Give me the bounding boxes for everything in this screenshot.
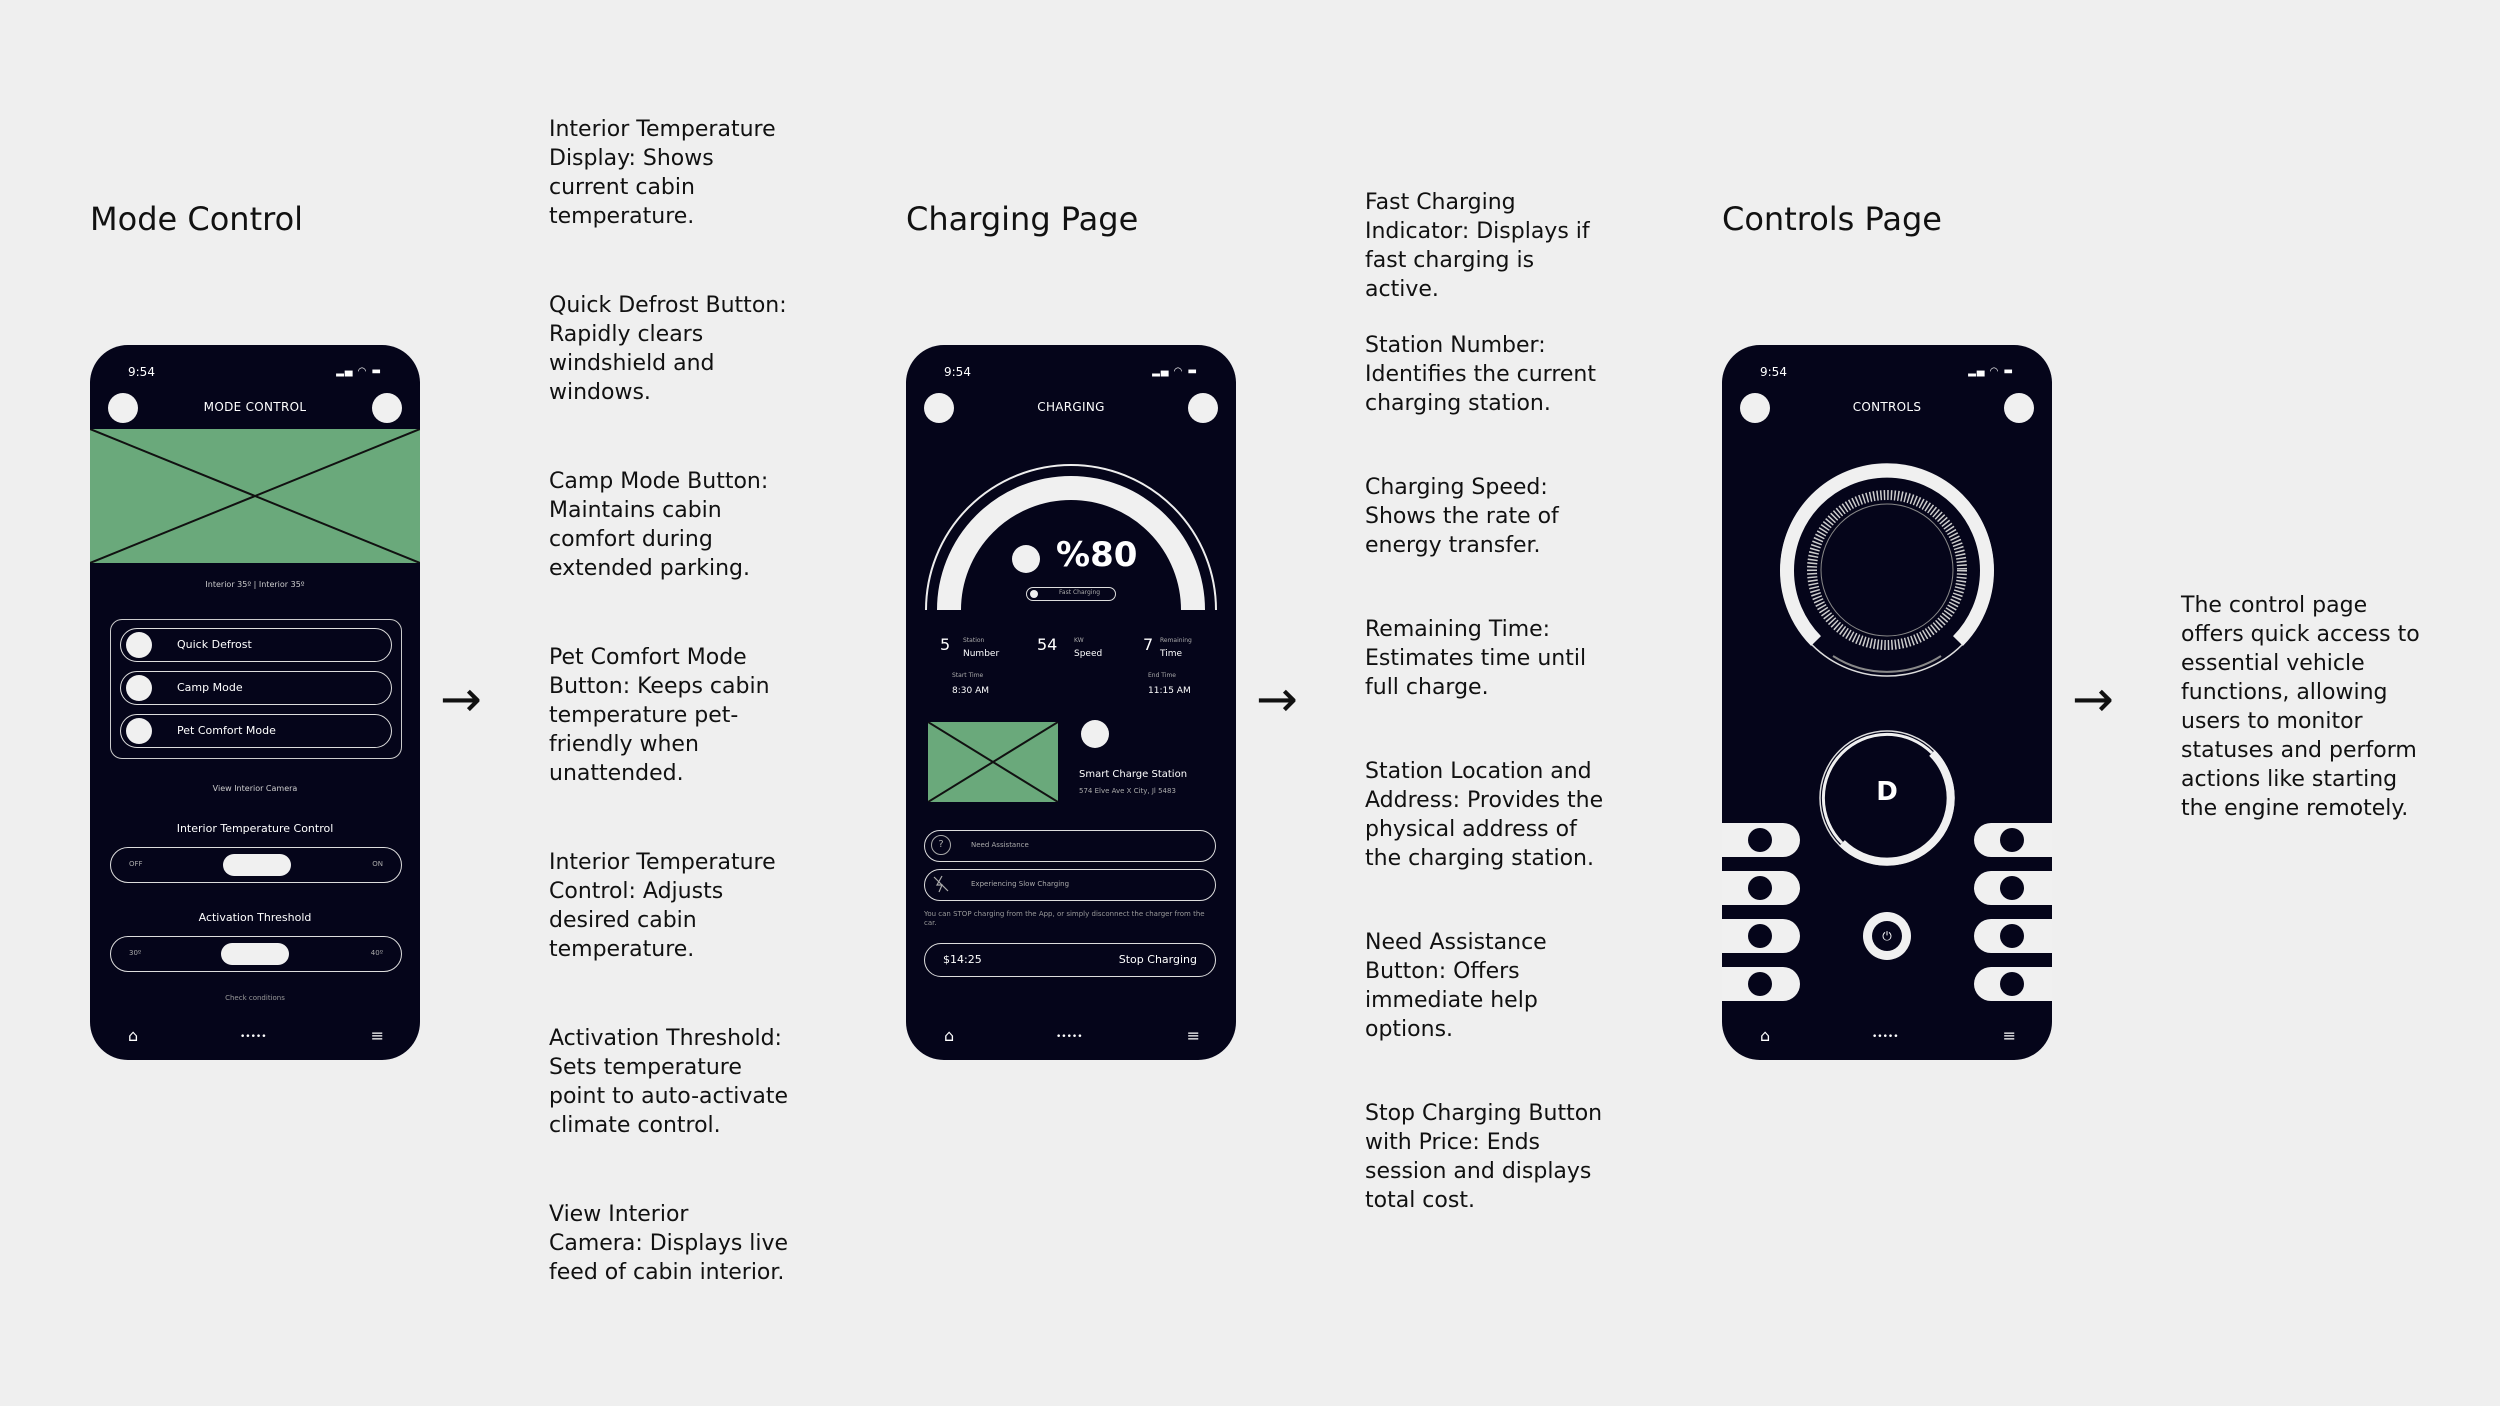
toggle-knob — [2000, 876, 2024, 900]
slider-handle[interactable] — [223, 854, 291, 876]
interior-temperature-display: Interior 35º | Interior 35º — [205, 580, 305, 589]
slow-charging-label: Experiencing Slow Charging — [971, 880, 1070, 888]
remaining-time-value: 7 — [1143, 635, 1154, 654]
remaining-time-label: Time — [1160, 649, 1183, 659]
menu-icon[interactable]: ≡ — [1186, 1026, 1200, 1045]
start-time-value: 8:30 AM — [952, 686, 989, 696]
controls-page-title: Controls Page — [1722, 200, 1942, 238]
charging-speed-value: 54 — [1037, 635, 1058, 654]
station-number-label-top: Station — [963, 637, 985, 644]
more-dots-icon[interactable]: ••••• — [1056, 1032, 1083, 1042]
right-control-toggle-2[interactable] — [1974, 871, 2052, 905]
note-controls-page: The control page offers quick access to essential vehicle functions, allowing users to monitor statuses and perform actions like starting the engine remotely. — [2181, 593, 2420, 821]
profile-button[interactable] — [372, 393, 402, 423]
note-camp-mode: Camp Mode Button: Maintains cabin comfort during extended parking. — [549, 469, 769, 581]
pet-comfort-mode-button[interactable] — [120, 714, 392, 748]
slow-charging-button[interactable] — [924, 869, 1216, 901]
camp-mode-button[interactable] — [120, 671, 392, 705]
vehicle-status-dial — [1777, 460, 1997, 680]
note-fast-charging: Fast Charging Indicator: Displays if fast charging is active. — [1365, 190, 1590, 302]
more-dots-icon[interactable]: ••••• — [1872, 1032, 1899, 1042]
fast-charging-indicator — [1026, 587, 1116, 601]
status-icons: ▂▄ ◠ ▬ — [1152, 366, 1198, 377]
station-number-value: 5 — [940, 635, 951, 654]
bottom-nav — [906, 1020, 1236, 1060]
quick-defrost-label: Quick Defrost — [177, 638, 252, 651]
end-time-label: End Time — [1148, 672, 1176, 679]
station-name: Smart Charge Station — [1079, 769, 1188, 780]
profile-button[interactable] — [2004, 393, 2034, 423]
note-temperature-control: Interior Temperature Control: Adjusts desired cabin temperature. — [549, 850, 776, 962]
image-placeholder-icon — [90, 429, 420, 563]
start-time-label: Start Time — [952, 672, 984, 679]
toggle-knob — [1748, 828, 1772, 852]
charge-percent: %80 — [1056, 535, 1138, 575]
home-icon[interactable]: ⌂ — [128, 1026, 139, 1045]
status-icons: ▂▄ ◠ ▬ — [336, 366, 382, 377]
status-time: 9:54 — [944, 365, 971, 379]
stop-charging-note: You can STOP charging from the App, or simply disconnect the charger from the car. — [924, 910, 1205, 927]
note-need-assistance: Need Assistance Button: Offers immediate help options. — [1365, 930, 1547, 1042]
activation-threshold-slider[interactable] — [110, 936, 402, 972]
toggle-knob — [2000, 924, 2024, 948]
mode-control-title: Mode Control — [90, 200, 304, 238]
right-control-toggle-4[interactable] — [1974, 967, 2052, 1001]
status-time: 9:54 — [1760, 365, 1787, 379]
arrow-icon: → — [1256, 670, 1298, 728]
status-time: 9:54 — [128, 365, 155, 379]
arrow-icon: → — [2072, 670, 2114, 728]
slider-handle[interactable] — [221, 943, 289, 965]
bottom-nav — [90, 1020, 420, 1060]
camp-mode-label: Camp Mode — [177, 681, 243, 694]
check-conditions-link[interactable]: Check conditions — [225, 994, 285, 1002]
interior-image-placeholder — [90, 429, 420, 563]
slider-max-label: ON — [372, 860, 383, 868]
toggle-knob — [1748, 924, 1772, 948]
left-control-toggle-1[interactable] — [1722, 823, 1800, 857]
note-stop-charging: Stop Charging Button with Price: Ends session and displays total cost. — [1365, 1101, 1603, 1213]
note-station-number: Station Number: Identifies the current charging station. — [1365, 333, 1596, 416]
left-control-toggle-3[interactable] — [1722, 919, 1800, 953]
arrow-icon: → — [440, 670, 482, 728]
engine-start-button[interactable] — [1863, 912, 1911, 960]
note-view-camera: View Interior Camera: Displays live feed of cabin interior. — [549, 1202, 789, 1285]
phone-title: CONTROLS — [1852, 400, 1922, 414]
need-assistance-button[interactable] — [924, 830, 1216, 862]
controls-phone — [1722, 345, 2052, 1060]
toggle-knob — [126, 675, 152, 701]
charging-speed-label-top: KW — [1074, 637, 1084, 644]
note-remaining-time: Remaining Time: Estimates time until full charge. — [1365, 617, 1587, 700]
note-activation-threshold: Activation Threshold: Sets temperature point to auto-activate climate control. — [549, 1026, 789, 1138]
stop-charging-button[interactable] — [924, 943, 1216, 977]
station-avatar — [1081, 720, 1109, 748]
more-dots-icon[interactable]: ••••• — [240, 1032, 267, 1042]
view-interior-camera-link[interactable]: View Interior Camera — [212, 784, 298, 793]
remaining-time-label-top: Remaining — [1160, 637, 1192, 644]
profile-button[interactable] — [1188, 393, 1218, 423]
toggle-knob — [126, 632, 152, 658]
menu-icon[interactable]: ≡ — [370, 1026, 384, 1045]
station-number-label: Number — [963, 649, 1000, 659]
right-control-toggle-1[interactable] — [1974, 823, 2052, 857]
image-placeholder-icon — [928, 722, 1058, 802]
note-charging-speed: Charging Speed: Shows the rate of energy transfer. — [1365, 475, 1559, 558]
charging-page-title: Charging Page — [906, 200, 1139, 238]
bottom-nav — [1722, 1020, 2052, 1060]
left-control-toggle-4[interactable] — [1722, 967, 1800, 1001]
menu-icon[interactable]: ≡ — [2002, 1026, 2016, 1045]
activation-threshold-label: Activation Threshold — [198, 911, 312, 924]
quick-defrost-button[interactable] — [120, 628, 392, 662]
stop-charging-price: $14:25 — [943, 953, 982, 966]
pet-comfort-mode-label: Pet Comfort Mode — [177, 724, 276, 737]
end-time-value: 11:15 AM — [1148, 686, 1191, 696]
toggle-knob — [126, 718, 152, 744]
slider-min-label: OFF — [129, 860, 143, 868]
temperature-control-slider[interactable] — [110, 847, 402, 883]
phone-title: MODE CONTROL — [203, 400, 307, 414]
note-station-location: Station Location and Address: Provides the physical address of the charging station. — [1365, 759, 1604, 871]
gear-indicator[interactable]: D — [1876, 777, 1898, 807]
help-icon: ? — [931, 835, 951, 855]
station-address: 574 Elve Ave X City, Jl 5483 — [1079, 787, 1176, 795]
right-control-toggle-3[interactable] — [1974, 919, 2052, 953]
slider-min-label: 30º — [129, 949, 142, 957]
toggle-knob — [2000, 972, 2024, 996]
home-icon[interactable]: ⌂ — [1760, 1026, 1771, 1045]
toggle-knob — [2000, 828, 2024, 852]
need-assistance-label: Need Assistance — [971, 841, 1029, 849]
charging-speed-label: Speed — [1074, 649, 1103, 659]
status-icons: ▂▄ ◠ ▬ — [1968, 366, 2014, 377]
note-interior-temperature-display: Interior Temperature Display: Shows current cabin temperature. — [549, 117, 776, 229]
home-icon[interactable]: ⌂ — [944, 1026, 955, 1045]
temperature-control-label: Interior Temperature Control — [176, 822, 334, 835]
charging-phone — [906, 345, 1236, 1060]
charge-indicator-dot — [1012, 545, 1040, 573]
indicator-knob — [1030, 590, 1038, 598]
mode-control-phone — [90, 345, 420, 1060]
slider-max-label: 40º — [370, 949, 383, 957]
phone-title: CHARGING — [1037, 400, 1105, 414]
power-icon: ⏻ — [1872, 921, 1902, 951]
left-control-toggle-2[interactable] — [1722, 871, 1800, 905]
note-quick-defrost: Quick Defrost Button: Rapidly clears windshield and windows. — [549, 293, 787, 405]
toggle-knob — [1748, 972, 1772, 996]
fast-charging-label: Fast Charging — [1059, 589, 1101, 596]
slow-charging-icon — [932, 875, 950, 893]
station-image-placeholder — [928, 722, 1058, 802]
toggle-knob — [1748, 876, 1772, 900]
stop-charging-label: Stop Charging — [1118, 953, 1197, 966]
note-pet-comfort: Pet Comfort Mode Button: Keeps cabin temperature pet-friendly when unattended. — [549, 645, 770, 786]
